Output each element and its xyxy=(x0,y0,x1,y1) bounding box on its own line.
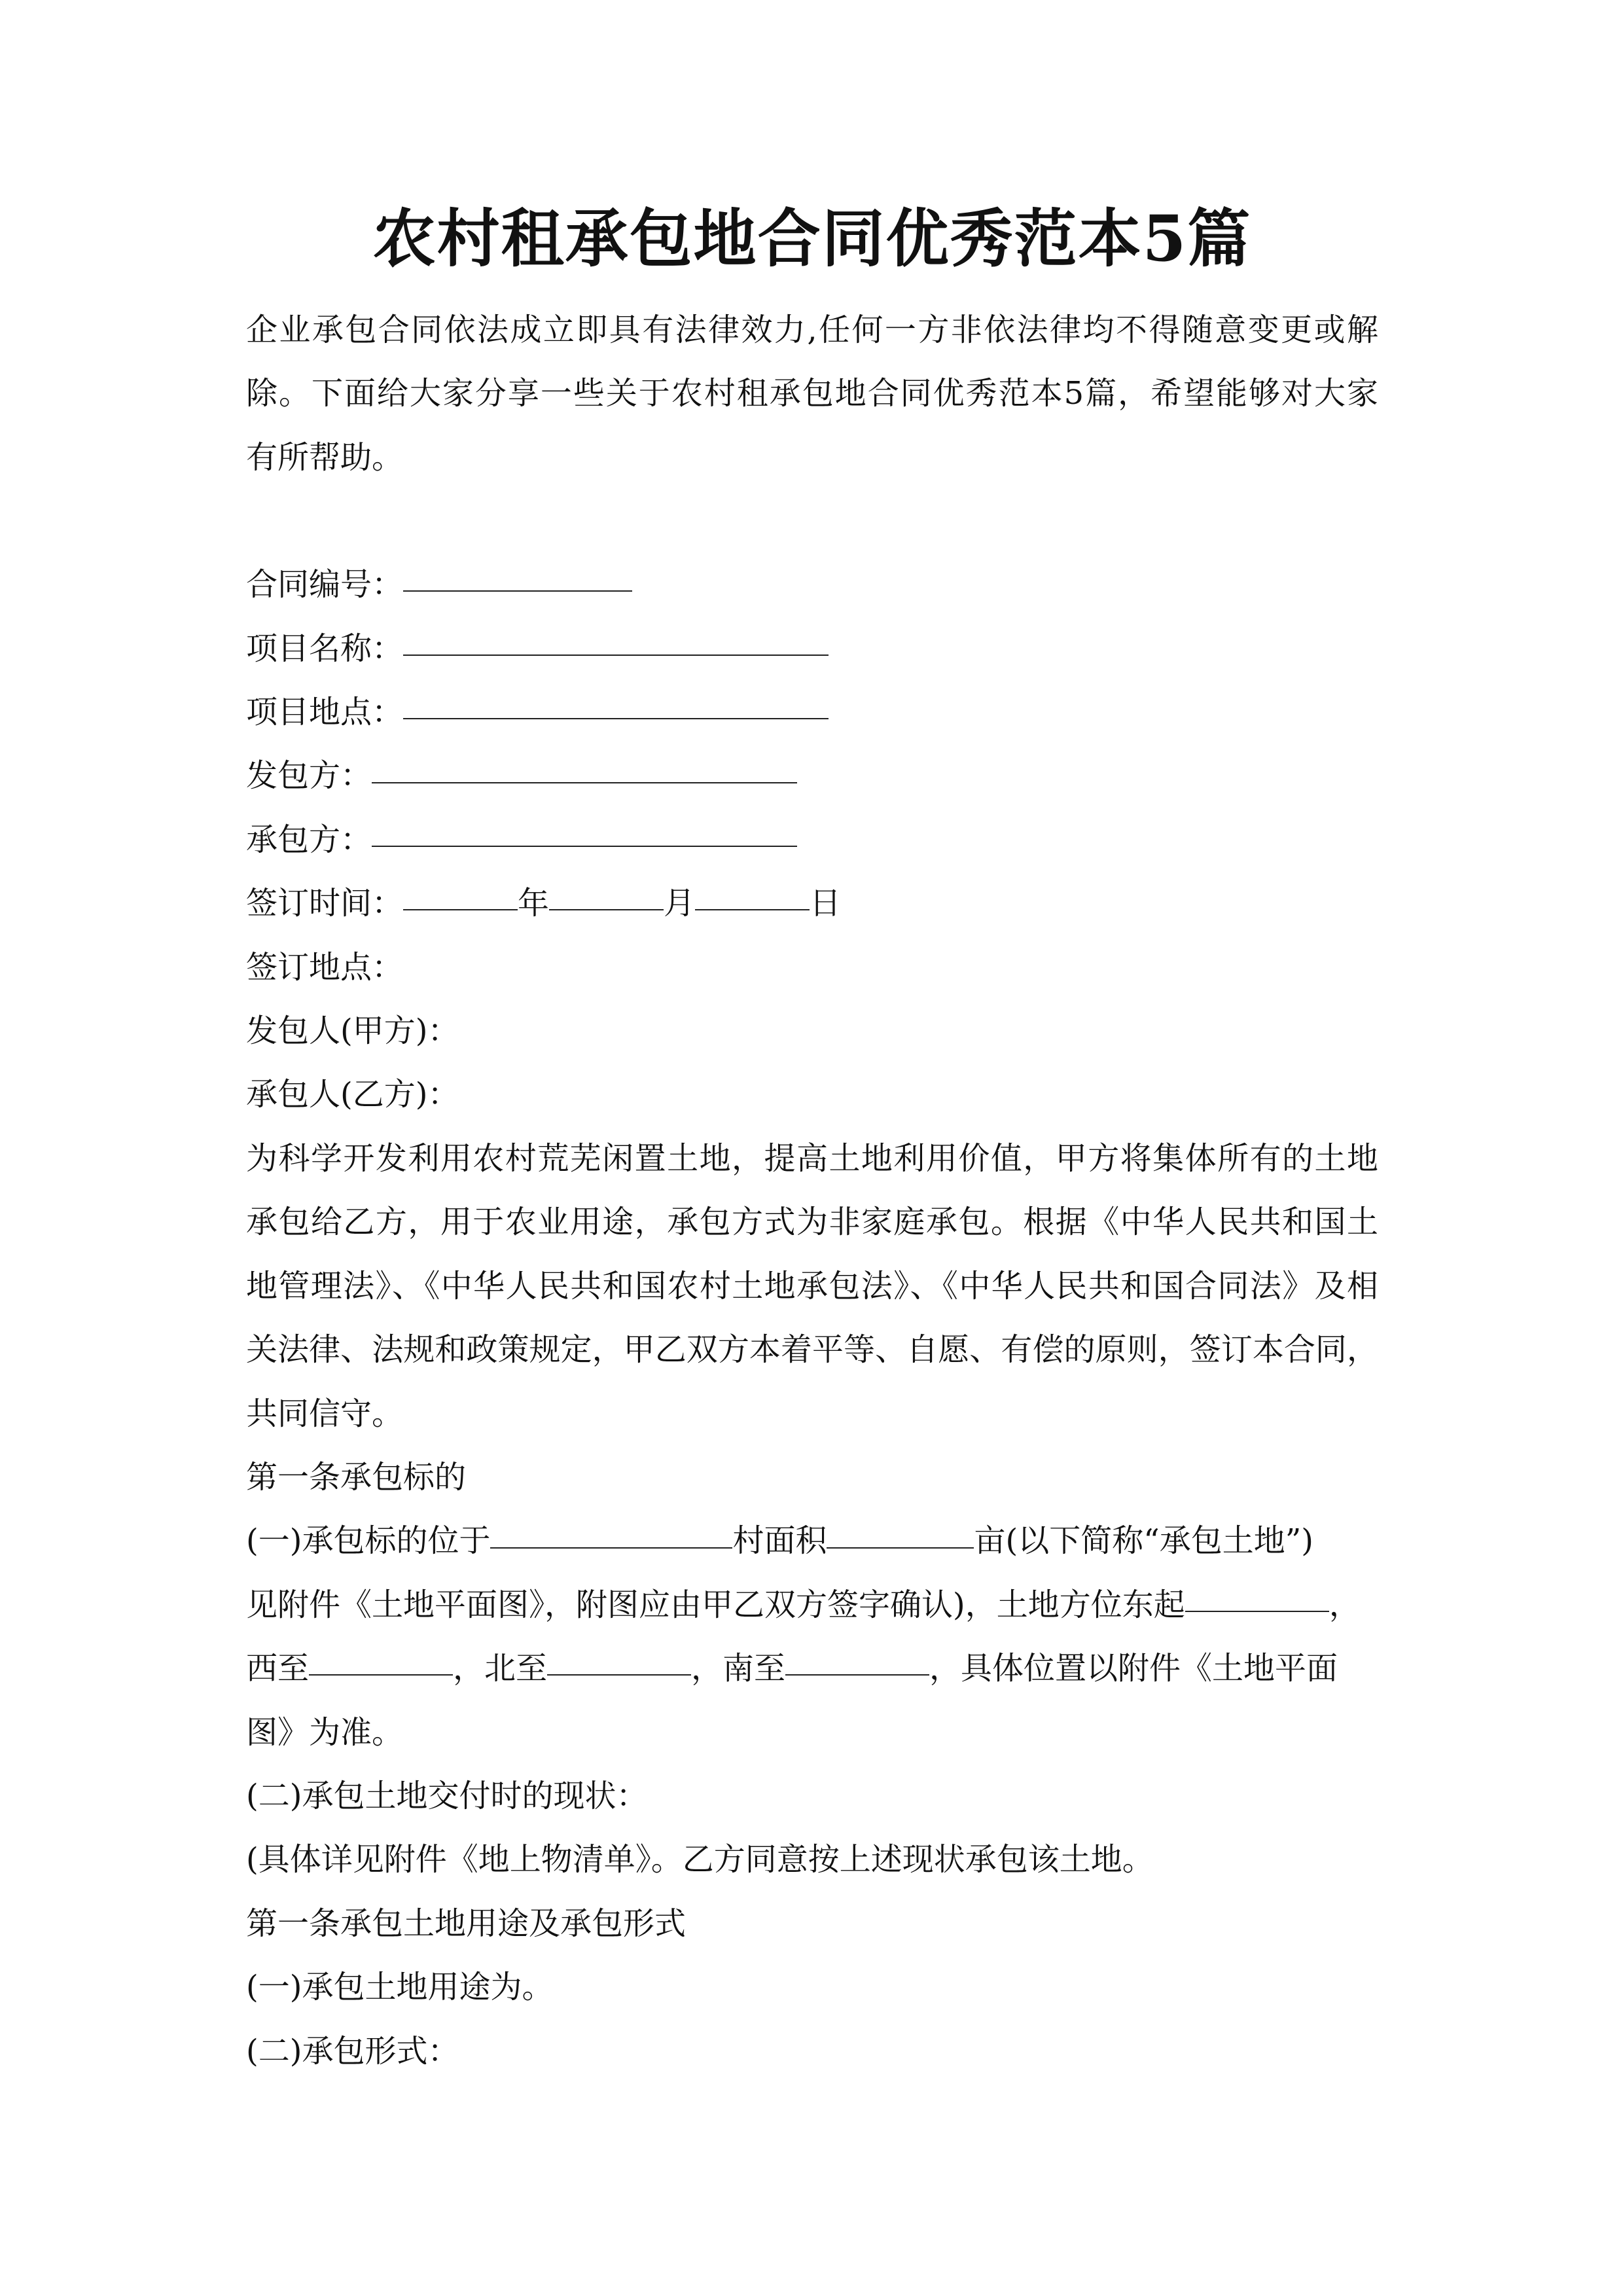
intro-line: 有所帮助。 xyxy=(246,439,404,476)
issuer-row xyxy=(246,744,1378,808)
land-location-prefix: (一)承包标的位于 xyxy=(246,1522,491,1560)
sign-place-row: 签订地点： xyxy=(246,948,404,986)
sign-time-label: 签订时间： xyxy=(246,885,404,922)
project-name-row xyxy=(246,617,1378,681)
area-blank[interactable] xyxy=(827,1547,974,1549)
contract-form-row: (二)承包形式： xyxy=(246,2032,459,2070)
land-boundary-row xyxy=(246,1637,1378,1700)
project-location-blank[interactable] xyxy=(403,718,829,719)
land-location-suffix: 亩(以下简称“承包土地”) xyxy=(974,1522,1314,1560)
preamble-line: 关法律、法规和政策规定，甲乙双方本着平等、自愿、有偿的原则，签订本合同， xyxy=(246,1331,1378,1369)
contractor-blank[interactable] xyxy=(372,846,797,847)
contract-number-row xyxy=(246,553,1378,617)
project-location-row xyxy=(246,681,1378,744)
preamble-paragraph xyxy=(246,1127,1378,1446)
land-map-row: 图》为准。 xyxy=(246,1713,404,1751)
contract-number-label: 合同编号： xyxy=(246,566,404,603)
contractor-row xyxy=(246,808,1378,872)
preamble-line: 共同信守。 xyxy=(246,1395,404,1432)
land-use-row: (一)承包土地用途为。 xyxy=(246,1969,554,2006)
project-location-label: 项目地点： xyxy=(246,694,404,731)
intro-line: 企业承包合同依法成立即具有法律效力,任何一方非依法律均不得随意变更或解 xyxy=(246,312,1378,348)
project-name-label: 项目名称： xyxy=(246,630,404,667)
west-label: 西至 xyxy=(246,1650,310,1687)
village-blank[interactable] xyxy=(490,1547,732,1549)
comma: ， xyxy=(1329,1586,1361,1623)
contractor-label: 承包方： xyxy=(246,821,372,858)
north-blank[interactable] xyxy=(547,1674,691,1676)
day-blank[interactable] xyxy=(695,909,810,910)
month-label: 月 xyxy=(664,885,696,922)
land-status-heading: (二)承包土地交付时的现状： xyxy=(246,1777,648,1814)
party-b-row: 承包人(乙方)： xyxy=(246,1076,459,1113)
day-label: 日 xyxy=(810,885,842,922)
party-a-row: 发包人(甲方)： xyxy=(246,1013,459,1050)
east-blank[interactable] xyxy=(1185,1611,1329,1612)
preamble-line: 地管理法》、《中华人民共和国农村土地承包法》、《中华人民共和国合同法》及相 xyxy=(246,1267,1378,1304)
issuer-blank[interactable] xyxy=(372,782,797,783)
land-status-text: (具体详见附件《地上物清单》。乙方同意按上述现状承包该土地。 xyxy=(246,1841,1154,1878)
intro-paragraph xyxy=(246,298,1378,490)
preamble-line: 为科学开发利用农村荒芜闲置土地，提高土地利用价值，甲方将集体所有的土地 xyxy=(246,1139,1378,1177)
land-attachment-text: 见附件《土地平面图》，附图应由甲乙双方签字确认)，土地方位东起 xyxy=(246,1586,1185,1623)
west-blank[interactable] xyxy=(309,1674,453,1676)
land-attachment-row xyxy=(246,1573,1378,1637)
article-2-heading: 第一条承包土地用途及承包形式 xyxy=(246,1905,687,1942)
south-blank[interactable] xyxy=(785,1674,929,1676)
intro-line: 除。下面给大家分享一些关于农村租承包地合同优秀范本5篇，希望能够对大家 xyxy=(246,375,1378,412)
land-area-label: 村面积 xyxy=(732,1522,827,1560)
article-1-heading: 第一条承包标的 xyxy=(246,1458,467,1496)
contract-number-blank[interactable] xyxy=(403,590,632,592)
document-title: 农村租承包地合同优秀范本5篇 xyxy=(372,202,1252,276)
year-label: 年 xyxy=(518,885,550,922)
sign-time-row xyxy=(246,872,1378,935)
document-page xyxy=(246,196,1378,2083)
spacer xyxy=(246,490,1378,553)
year-blank[interactable] xyxy=(403,909,518,910)
north-label: ，北至 xyxy=(453,1650,548,1687)
south-label: ，南至 xyxy=(691,1650,786,1687)
month-blank[interactable] xyxy=(549,909,664,910)
land-location-row xyxy=(246,1509,1378,1573)
preamble-line: 承包给乙方，用于农业用途，承包方式为非家庭承包。根据《中华人民共和国土 xyxy=(246,1204,1378,1241)
boundary-suffix: ，具体位置以附件《土地平面 xyxy=(929,1650,1338,1687)
issuer-label: 发包方： xyxy=(246,757,372,795)
project-name-blank[interactable] xyxy=(403,655,829,656)
